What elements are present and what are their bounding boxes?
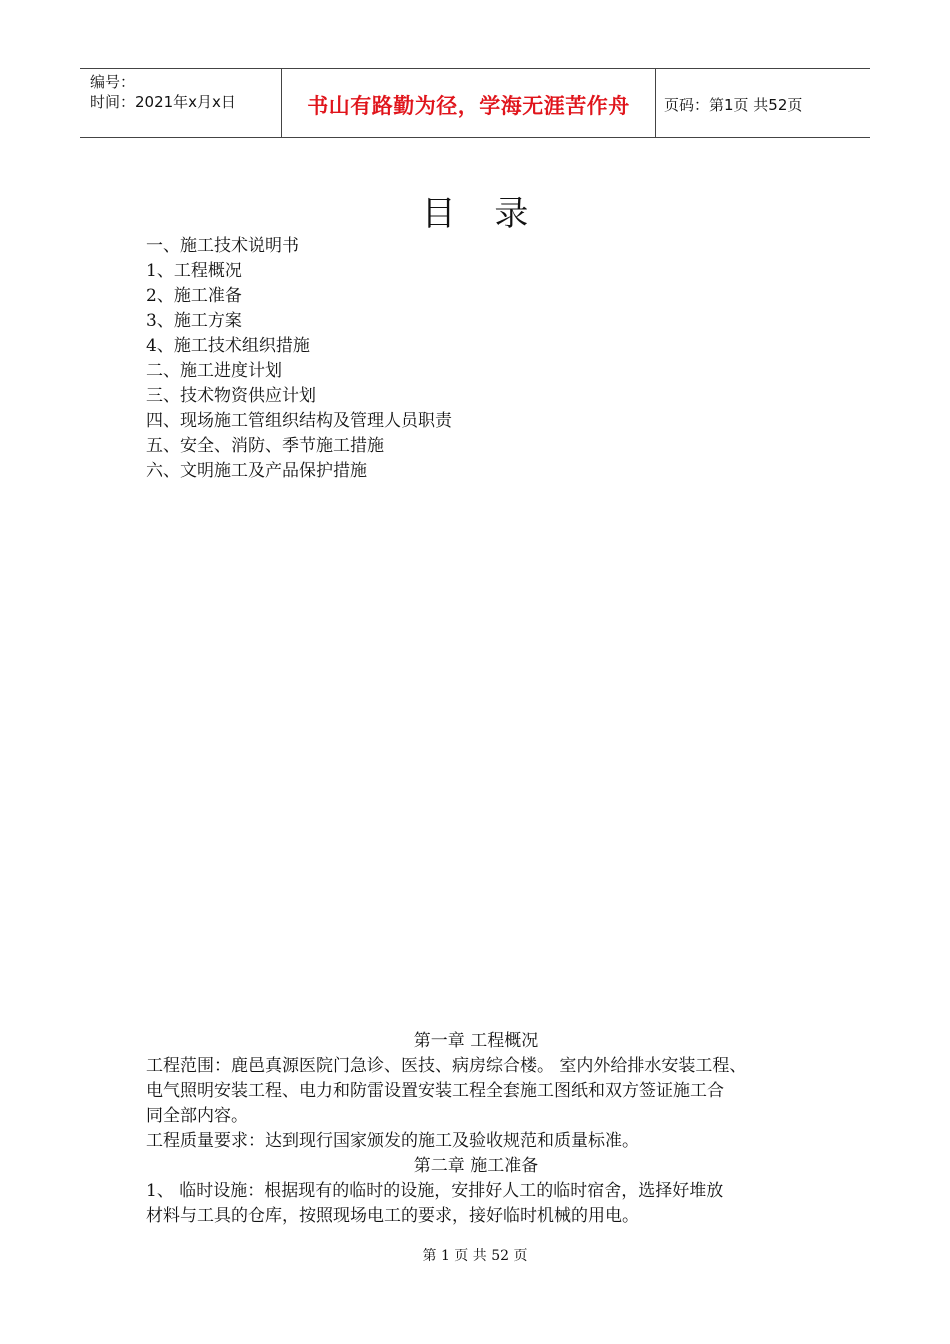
toc-item: 4、施工技术组织措施 xyxy=(146,336,310,356)
toc-list xyxy=(146,234,452,484)
toc-item: 四、现场施工管组织结构及管理人员职责 xyxy=(146,411,452,431)
project-scope-paragraph xyxy=(146,1054,806,1129)
chapter-1-title: 第一章 工程概况 xyxy=(413,1031,539,1051)
toc-item: 五、安全、消防、季节施工措施 xyxy=(146,436,384,456)
document-date-label: 时间：2021年x月x日 xyxy=(90,93,236,111)
chapter-2-title: 第二章 施工准备 xyxy=(413,1156,539,1176)
chapter-1-section xyxy=(146,1029,806,1229)
document-number-label: 编号： xyxy=(90,73,136,91)
toc-item: 2、施工准备 xyxy=(146,286,242,306)
header-page-cell xyxy=(655,69,870,137)
toc-item: 二、施工进度计划 xyxy=(146,361,282,381)
paragraph-line: 电气照明安装工程、电力和防雷设置安装工程全套施工图纸和双方签证施工合 xyxy=(146,1081,724,1101)
header-page-label: 页码：第1页 共52页 xyxy=(664,96,803,114)
paragraph-line: 工程范围：鹿邑真源医院门急诊、医技、病房综合楼。 室内外给排水安装工程、 xyxy=(146,1056,747,1076)
header-motto-cell xyxy=(281,69,656,137)
toc-item: 1、工程概况 xyxy=(146,261,242,281)
paragraph-line: 同全部内容。 xyxy=(146,1106,248,1126)
motto-text: 书山有路勤为径，学海无涯苦作舟 xyxy=(307,94,630,118)
toc-title: 目 录 xyxy=(421,194,543,234)
temporary-facilities-paragraph xyxy=(146,1179,806,1229)
toc-item: 六、文明施工及产品保护措施 xyxy=(146,461,367,481)
toc-item: 3、施工方案 xyxy=(146,311,242,331)
quality-requirement-paragraph xyxy=(146,1129,806,1154)
paragraph-line: 1、 临时设施：根据现有的临时的设施，安排好人工的临时宿舍，选择好堆放 xyxy=(146,1181,724,1201)
header-info-cell xyxy=(80,69,281,137)
page-footer: 第 1 页 共 52 页 xyxy=(422,1248,528,1264)
document-header xyxy=(80,68,870,138)
toc-item: 三、技术物资供应计划 xyxy=(146,386,316,406)
paragraph-line: 工程质量要求：达到现行国家颁发的施工及验收规范和质量标准。 xyxy=(146,1131,639,1151)
toc-item: 一、施工技术说明书 xyxy=(146,236,299,256)
paragraph-line: 材料与工具的仓库，按照现场电工的要求，接好临时机械的用电。 xyxy=(146,1206,639,1226)
